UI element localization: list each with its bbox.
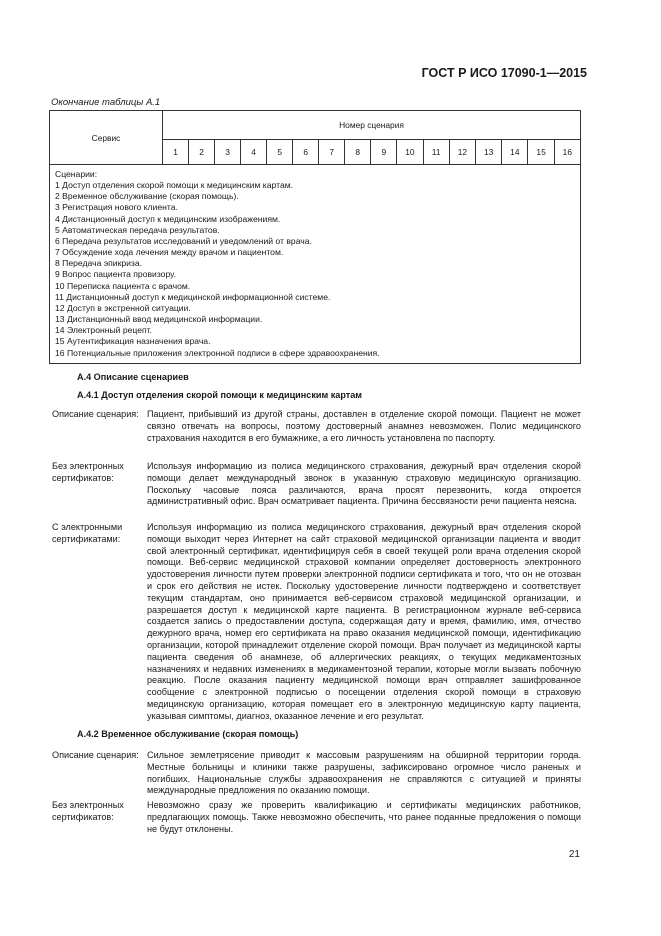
scenario-number: 7 [319,140,345,165]
table-caption: Окончание таблицы А.1 [51,97,161,108]
scenario-item: 10 Переписка пациента с врачом. [55,280,191,291]
a42-scenario-text: Сильное землетрясение приводит к массовым разрушениям на обширной территории города. Местные больницы и клиники также разрушены, зафиксировано огромное число раненых и погибших. Национальные службы здравоохранения не справляются с ситуацией и приняты международные предложения по оказанию помощи. [147,750,581,796]
scenario-item: 8 Передача эпикриза. [55,258,143,269]
section-a41-heading: А.4.1 Доступ отделения скорой помощи к медицинским картам [77,390,363,400]
scenario-item: 1 Доступ отделения скорой помощи к медицинским картам. [55,180,294,191]
scenarios-title: Сценарии: [55,169,98,179]
scenario-item: 12 Доступ в экстренной ситуации. [55,302,191,313]
a42-scenario-label: Описание сценария: [52,750,139,760]
scenario-number: 5 [267,140,293,165]
scenario-table [49,110,581,364]
scenario-item: 6 Передача результатов исследований и уведомлений от врача. [55,235,312,246]
a42-without-text: Невозможно сразу же проверить квалификацию и сертификаты медицинских работников, предлагающих помощь. Также невозможно обеспечить, что ранее поданные предложения о помощи не будут отклонены. [147,800,581,834]
scenario-item: 14 Электронный рецепт. [55,325,153,336]
a41-without-text: Используя информацию из полиса медицинского страхования, дежурный врач отделения скорой помощи делает международный звонок в указанную страховую медицинскую организацию. Поскольку часовые пояса различаются, врача просят перезвонить, когда откроется административный офис. Врач осматривает пациента. Причина бессвязности речи пациента неясна. [147,461,581,507]
scenario-number: 1 [163,140,189,165]
scenario-item: 11 Дистанционный доступ к медицинской информационной системе. [55,291,331,302]
scenario-item: 7 Обсуждение хода лечения между врачом и пациентом. [55,247,284,258]
section-a4-heading: А.4 Описание сценариев [77,372,189,382]
scenario-number: 3 [215,140,241,165]
page-number: 21 [568,849,580,860]
scenario-number: 12 [449,140,475,165]
service-header: Сервис [50,111,163,165]
a41-scenario-text: Пациент, прибывший из другой страны, доставлен в отделение скорой помощи. Пациент не может связно отвечать на вопросы, поэтому достоверный анамнез невозможен. Полис медицинского страхования находится в его бумажнике, а его личность установлена по паспорту. [147,409,581,443]
scenario-item: 9 Вопрос пациента провизору. [55,269,176,280]
scenario-number: 10 [397,140,423,165]
scenario-number: 8 [345,140,371,165]
scenario-number: 13 [475,140,501,165]
a41-scenario-label: Описание сценария: [52,409,139,419]
scenario-number: 2 [189,140,215,165]
scenario-item: 16 Потенциальные приложения электронной подписи в сфере здравоохранения. [55,347,380,358]
section-a42-heading: А.4.2 Временное обслуживание (скорая помощь) [77,729,299,739]
scenario-number: 9 [371,140,397,165]
scenario-number-header: Номер сценария [163,111,581,140]
document-code: ГОСТ Р ИСО 17090-1—2015 [421,66,587,80]
scenario-number: 6 [293,140,319,165]
scenario-item: 4 Дистанционный доступ к медицинским изображениям. [55,213,281,224]
scenario-item: 3 Регистрация нового клиента. [55,202,178,213]
scenario-item: 2 Временное обслуживание (скорая помощь). [55,191,239,202]
a41-with-label: С электронными сертификатами: [52,522,123,544]
a41-with-text: Используя информацию из полиса медицинского страхования, дежурный врач отделения скорой помощи выходит через Интернет на сайт страховой медицинской организации пациента и вводит свой электронный сертификат, идентифицируя себя в своей текущей роли врача отделения скорой помощи. Веб-сервис медицинской страховой компании определяет достоверность электронного удостоверения личности путем проверки электронной подписи сертификата и того, что он не отозван и срок его действия не истек. Поскольку удостоверение личности подтверждено и соответствует текущим стандартам, оно принимается веб-сервисом страховой медицинской организации, и разрешается доступ к медицинской карте пациента. В регистрационном журнале веб-сервиса создается запись о предоставлении доступа, содержащая дату и время, фамилию, имя, отчество дежурного врача, номер его сертификата на право оказания медицинской помощи, идентификацию организации, которой принадлежит отделение скорой помощи. Врач получает из медицинской карты пациента сведения об анамнезе, об аллергических реакциях, о текущих медикаментозных назначениях и недавних изменениях в медикаментозной терапии, которые могли вызвать побочную реакцию. После оказания пациенту медицинской помощи врач отправляет зашифрованное сообщение с электронной подписью о посещении отделения скорой помощи в страховую медицинскую организацию, которая помещает его в электронную медицинскую карту пациента, указывая симптомы, диагноз, оказанное лечение и его результат. [147,522,581,721]
scenario-number: 15 [528,140,554,165]
scenario-number: 4 [241,140,267,165]
scenario-item: 13 Дистанционный ввод медицинской информации. [55,314,263,325]
scenario-number: 16 [554,140,580,165]
scenario-list [50,165,581,364]
scenario-item: 5 Автоматическая передача результатов. [55,224,220,235]
scenario-number: 11 [423,140,449,165]
a42-without-label: Без электронных сертификатов: [52,800,124,822]
a41-without-label: Без электронных сертификатов: [52,461,124,483]
scenario-item: 15 Аутентификация назначения врача. [55,336,211,347]
scenario-number: 14 [502,140,528,165]
